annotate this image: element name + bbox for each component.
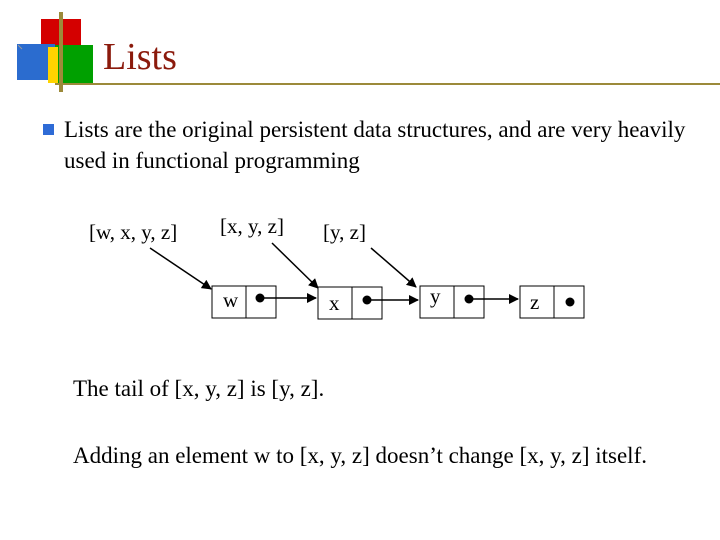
arrow-wxyz-to-w: [150, 248, 211, 289]
list-label-wxyz: [w, x, y, z]: [89, 220, 178, 244]
node-x-box: [318, 287, 382, 319]
node-z: [520, 286, 584, 318]
node-z-value: z: [530, 290, 540, 314]
list-label-xyz: [x, y, z]: [220, 214, 284, 238]
node-w-value: w: [223, 288, 239, 312]
list-label-yz: [y, z]: [323, 220, 366, 244]
bullet-text: Lists are the original persistent data structures, and are very heavily used in functional programming: [64, 117, 686, 173]
node-x: [318, 287, 382, 319]
node-x-value: x: [329, 291, 340, 315]
node-w-box: [212, 286, 276, 318]
node-z-pointer-dot: [566, 298, 575, 307]
node-y-value: y: [430, 284, 441, 308]
node-y: [420, 284, 484, 318]
arrow-yz-to-y: [371, 248, 416, 287]
persistence-explanation: Adding an element w to [x, y, z] doesn’t change [x, y, z] itself.: [73, 443, 647, 468]
arrow-xyz-to-x: [272, 243, 318, 288]
slide-title: Lists: [103, 36, 177, 78]
node-w: [212, 286, 276, 318]
tail-explanation: The tail of [x, y, z] is [y, z].: [73, 376, 325, 401]
